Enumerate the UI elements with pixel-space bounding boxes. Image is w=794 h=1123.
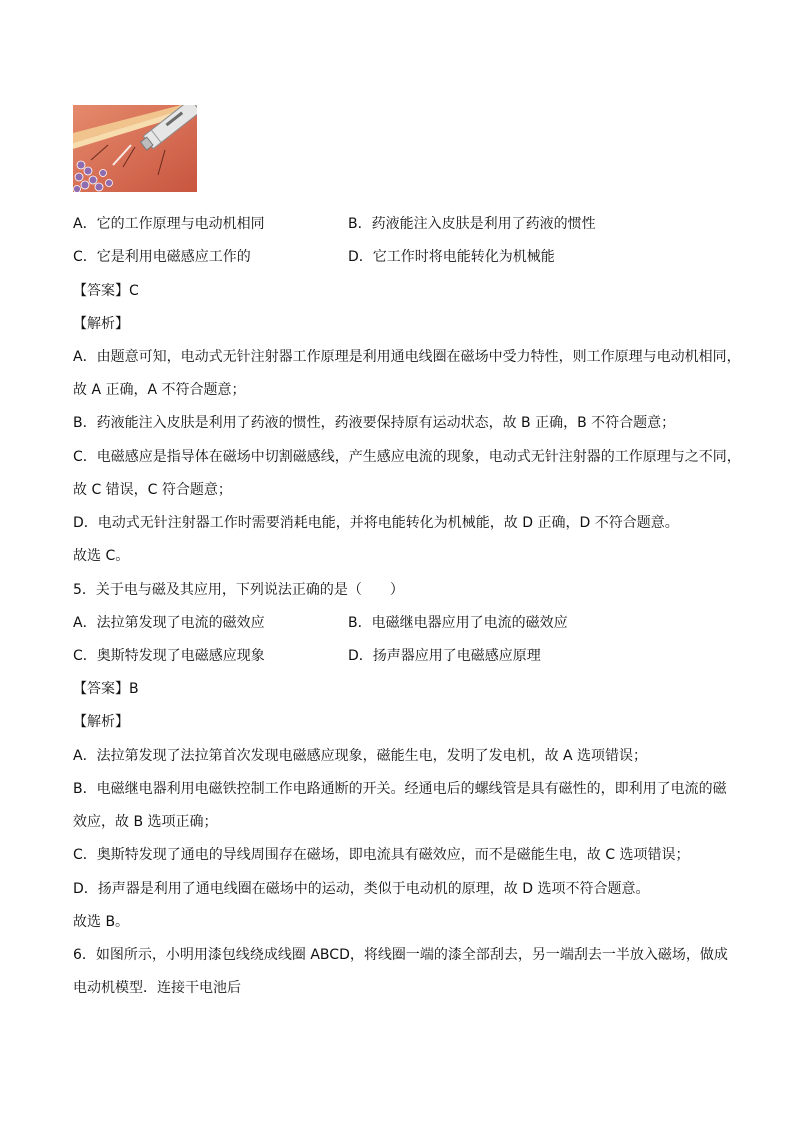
q4-analysis-line: B．药液能注入皮肤是利用了药液的惯性，药液要保持原有运动状态，故 B 正确，B 不符合题意； — [73, 415, 676, 431]
q4-option-a: A．它的工作原理与电动机相同 — [73, 216, 265, 232]
q5-analysis-line: B．电磁继电器利用电磁铁控制工作电路通断的开关。经通电后的螺线管是具有磁性的，即利用了电流的磁 — [73, 781, 727, 797]
q5-option-a: A．法拉第发现了电流的磁效应 — [73, 615, 265, 631]
q4-analysis-line: D．电动式无针注射器工作时需要消耗电能，并将电能转化为机械能，故 D 正确，D 不符合题意。 — [73, 515, 679, 531]
q5-analysis-line: A．法拉第发现了法拉第首次发现电磁感应现象，磁能生电，发明了发电机，故 A 选项错误； — [73, 748, 648, 764]
q5-option-d: D．扬声器应用了电磁感应原理 — [348, 648, 541, 664]
q4-analysis-line: 故 A 正确，A 不符合题意； — [73, 382, 246, 398]
q5-analysis-line: 效应，故 B 选项正确； — [73, 814, 218, 830]
q4-analysis-line: A．由题意可知，电动式无针注射器工作原理是利用通电线圈在磁场中受力特性，则工作原理与电动机相同， — [73, 349, 741, 365]
q6-stem-line: 6．如图所示，小明用漆包线绕成线圈 ABCD，将线圈一端的漆全部刮去，另一端刮去一半放入磁场，做成 — [73, 947, 728, 963]
q5-conclusion: 故选 B。 — [73, 914, 130, 930]
q5-option-c: C．奥斯特发现了电磁感应现象 — [73, 648, 265, 664]
q4-analysis-line: 故 C 错误，C 符合题意； — [73, 482, 232, 498]
q4-analysis-line: C．电磁感应是指导体在磁场中切割磁感线，产生感应电流的现象，电动式无针注射器的工作原理与之不同， — [73, 449, 741, 465]
q4-conclusion: 故选 C。 — [73, 548, 130, 564]
q5-option-b: B．电磁继电器应用了电流的磁效应 — [348, 615, 568, 631]
q5-answer: 【答案】B — [73, 681, 139, 697]
q4-option-c: C．它是利用电磁感应工作的 — [73, 249, 251, 265]
q4-answer: 【答案】C — [73, 283, 139, 299]
q5-analysis-label: 【解析】 — [73, 714, 129, 730]
q5-stem: 5．关于电与磁及其应用，下列说法正确的是（ ） — [73, 582, 404, 598]
q5-analysis-line: D．扬声器是利用了通电线圈在磁场中的运动，类似于电动机的原理，故 D 选项不符合题意。 — [73, 881, 650, 897]
q4-option-d: D．它工作时将电能转化为机械能 — [348, 249, 555, 265]
q6-stem-line: 电动机模型．连接干电池后 — [73, 980, 241, 996]
q5-analysis-line: C．奥斯特发现了通电的导线周围存在磁场，即电流具有磁效应，而不是磁能生电，故 C 选项错误； — [73, 847, 690, 863]
q4-option-b: B．药液能注入皮肤是利用了药液的惯性 — [348, 216, 596, 232]
injector-skin-illustration — [73, 105, 197, 192]
q4-analysis-label: 【解析】 — [73, 316, 129, 332]
